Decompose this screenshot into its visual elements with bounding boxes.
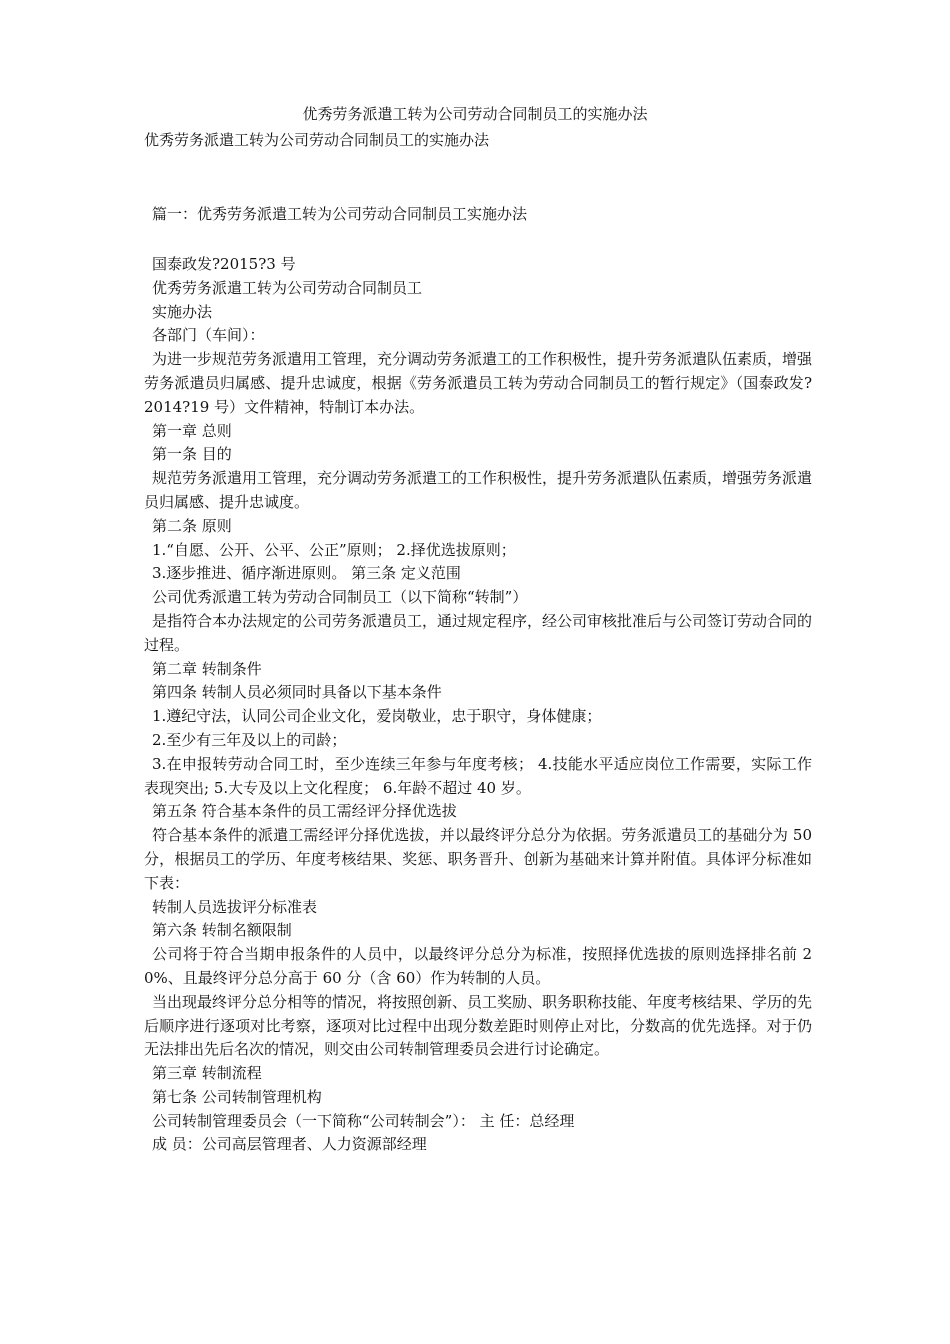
body-paragraph: 公司优秀派遣工转为劳动合同制员工（以下简称“转制”） [152, 588, 528, 607]
table-caption: 转制人员选拔评分标准表 [152, 897, 318, 916]
article-heading: 第四条 转制人员必须同时具备以下基本条件 [152, 683, 442, 702]
article-heading: 第六条 转制名额限制 [152, 921, 292, 940]
list-item: 3.逐步推进、循序渐进原则。 第三条 定义范围 [152, 564, 461, 583]
chapter-heading: 第二章 转制条件 [152, 659, 262, 678]
chapter-heading: 第一章 总则 [152, 421, 232, 440]
body-title-line-2: 实施办法 [152, 302, 213, 321]
body-paragraph: 公司将于符合当期申报条件的人员中，以最终评分总分为标准，按照择优选拔的原则选择排名前 20%、且最终评分总分高于 60 分（含 60）作为转制的人员。 [144, 945, 812, 987]
body-paragraph: 是指符合本办法规定的公司劳务派遣员工，通过规定程序，经公司审核批准后与公司签订劳动合同的过程。 [144, 611, 813, 654]
document-header-title: 优秀劳务派遣工转为公司劳动合同制员工的实施办法 [302, 105, 648, 123]
article-heading: 第七条 公司转制管理机构 [152, 1087, 322, 1106]
article-heading: 第二条 原则 [152, 516, 232, 535]
list-item: 1.“自愿、公开、公平、公正”原则； 2.择优选拔原则； [152, 540, 516, 559]
article-heading: 第一条 目的 [152, 445, 232, 464]
document-body [144, 253, 812, 1157]
document-number: 国泰政发?2015?3 号 [152, 255, 296, 273]
document-subtitle: 优秀劳务派遣工转为公司劳动合同制员工的实施办法 [144, 131, 490, 149]
addressee: 各部门（车间）： [152, 326, 265, 345]
body-paragraph: 符合基本条件的派遣工需经评分择优选拔，并以最终评分总分为依据。劳务派遣员工的基础分为 50 分，根据员工的学历、年度考核结果、奖惩、职务晋升、创新为基础来计算并附值。具体评分标准如下表： [144, 826, 812, 892]
body-title-line-1: 优秀劳务派遣工转为公司劳动合同制员工 [152, 278, 423, 297]
list-item: 2.至少有三年及以上的司龄； [152, 730, 347, 749]
body-paragraph: 成 员：公司高层管理者、人力资源部经理 [152, 1135, 427, 1154]
part-title: 篇一：优秀劳务派遣工转为公司劳动合同制员工实施办法 [152, 205, 528, 223]
body-paragraph: 规范劳务派遣用工管理，充分调动劳务派遣工的工作积极性，提升劳务派遣队伍素质，增强劳务派遣员归属感、提升忠诚度。 [144, 469, 813, 511]
intro-paragraph: 为进一步规范劳务派遣用工管理，充分调动劳务派遣工的工作积极性，提升劳务派遣队伍素质，增强劳务派遣员归属感、提升忠诚度，根据《劳务派遣员工转为劳动合同制员工的暂行规定》（国泰政发?2014?19 号）文件精神，特制订本办法。 [144, 350, 813, 416]
list-item: 3.在申报转劳动合同工时，至少连续三年参与年度考核； 4.技能水平适应岗位工作需要，实际工作表现突出; 5.大专及以上文化程度； 6.年龄不超过 40 岁。 [144, 754, 812, 797]
article-heading: 第五条 符合基本条件的员工需经评分择优选拔 [152, 802, 457, 821]
chapter-heading: 第三章 转制流程 [152, 1064, 262, 1083]
list-item: 1.遵纪守法，认同公司企业文化，爱岗敬业，忠于职守，身体健康； [152, 707, 602, 726]
body-paragraph: 当出现最终评分总分相等的情况，将按照创新、员工奖励、职务职称技能、年度考核结果、学历的先后顺序进行逐项对比考察，逐项对比过程中出现分数差距时则停止对比，分数高的优先选择。对于仍无法排出先后名次的情况，则交由公司转制管理委员会进行讨论确定。 [144, 992, 813, 1059]
body-paragraph: 公司转制管理委员会（一下简称“公司转制会”）： 主 任：总经理 [152, 1111, 575, 1130]
